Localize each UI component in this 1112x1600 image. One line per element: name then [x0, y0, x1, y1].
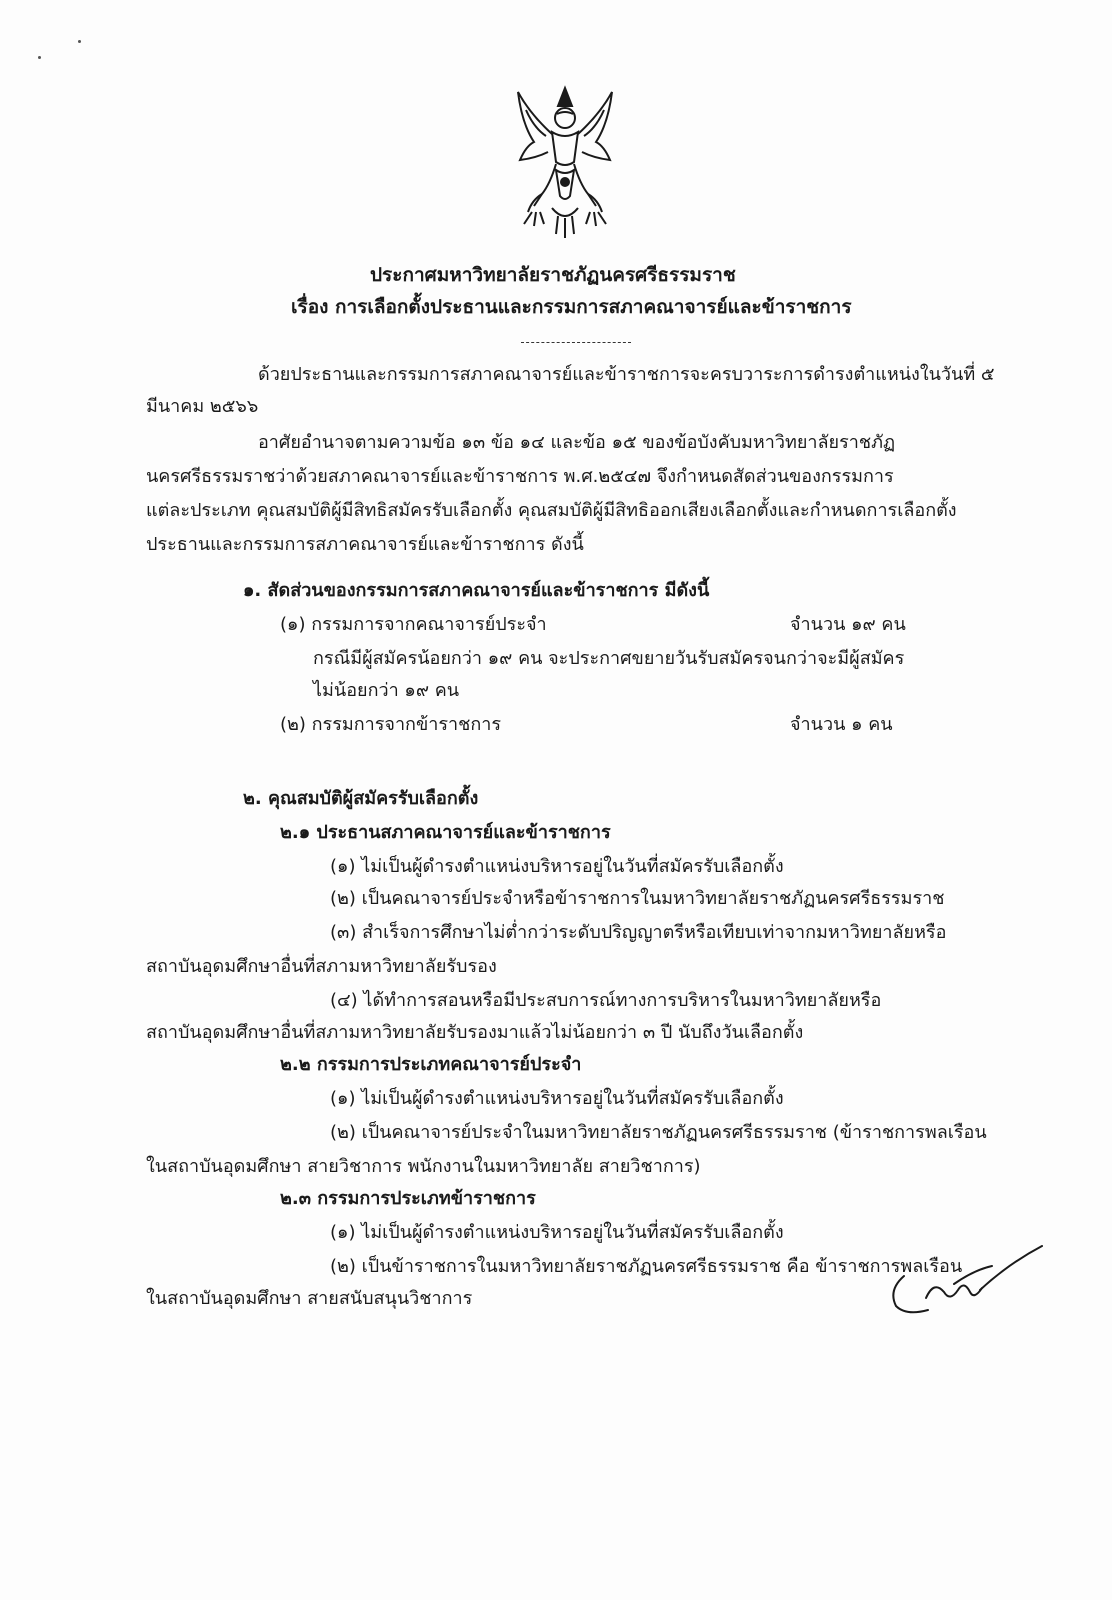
announcement-title: ประกาศมหาวิทยาลัยราชภัฏนครศรีธรรมราช	[370, 264, 736, 286]
subsection-2-1-item: (๓) สำเร็จการศึกษาไม่ต่ำกว่าระดับปริญญาตรีหรือเทียบเท่าจากมหาวิทยาลัยหรือ	[330, 922, 947, 943]
subsection-2-1-item: สถาบันอุดมศึกษาอื่นที่สภามหาวิทยาลัยรับรอง	[146, 956, 497, 977]
section-1-item-1: (๑) กรรมการจากคณาจารย์ประจำ	[280, 614, 547, 635]
signature-mark	[884, 1240, 1054, 1330]
subsection-2-2-item: ในสถาบันอุดมศึกษา สายวิชาการ พนักงานในมหาวิทยาลัย สายวิชาการ)	[146, 1156, 701, 1177]
subsection-2-1-item: สถาบันอุดมศึกษาอื่นที่สภามหาวิทยาลัยรับรองมาแล้วไม่น้อยกว่า ๓ ปี นับถึงวันเลือกตั้ง	[146, 1022, 804, 1043]
preamble-line: ด้วยประธานและกรรมการสภาคณาจารย์และข้าราชการจะครบวาระการดำรงตำแหน่งในวันที่ ๕	[258, 364, 995, 385]
scan-speck	[38, 56, 41, 59]
preamble-line: ประธานและกรรมการสภาคณาจารย์และข้าราชการ ดังนี้	[146, 534, 584, 555]
title-divider	[521, 342, 631, 343]
subsection-2-1-heading: ๒.๑ ประธานสภาคณาจารย์และข้าราชการ	[280, 822, 611, 843]
subsection-2-3-item: (๒) เป็นข้าราชการในมหาวิทยาลัยราชภัฏนครศรีธรรมราช คือ ข้าราชการพลเรือน	[330, 1256, 963, 1277]
scan-speck	[78, 40, 81, 43]
preamble-line: มีนาคม ๒๕๖๖	[146, 396, 259, 417]
section-1-item-2: (๒) กรรมการจากข้าราชการ	[280, 714, 502, 735]
section-1-item-2-count: จำนวน ๑ คน	[790, 714, 893, 735]
subsection-2-3-heading: ๒.๓ กรรมการประเภทข้าราชการ	[280, 1188, 536, 1209]
preamble-line: แต่ละประเภท คุณสมบัติผู้มีสิทธิสมัครรับเลือกตั้ง คุณสมบัติผู้มีสิทธิออกเสียงเลือกตั้งและกำหนดการเลือกตั้ง	[146, 500, 957, 521]
subsection-2-3-item: (๑) ไม่เป็นผู้ดำรงตำแหน่งบริหารอยู่ในวันที่สมัครรับเลือกตั้ง	[330, 1222, 784, 1243]
subsection-2-3-item: ในสถาบันอุดมศึกษา สายสนับสนุนวิชาการ	[146, 1288, 473, 1309]
section-1-item-1-count: จำนวน ๑๙ คน	[790, 614, 906, 635]
preamble-line: นครศรีธรรมราชว่าด้วยสภาคณาจารย์และข้าราชการ พ.ศ.๒๕๔๗ จึงกำหนดสัดส่วนของกรรมการ	[146, 466, 894, 487]
section-1-note: กรณีมีผู้สมัครน้อยกว่า ๑๙ คน จะประกาศขยายวันรับสมัครจนกว่าจะมีผู้สมัคร	[313, 648, 905, 669]
subsection-2-2-heading: ๒.๒ กรรมการประเภทคณาจารย์ประจำ	[280, 1054, 582, 1075]
subsection-2-2-item: (๑) ไม่เป็นผู้ดำรงตำแหน่งบริหารอยู่ในวันที่สมัครรับเลือกตั้ง	[330, 1088, 784, 1109]
subsection-2-2-item: (๒) เป็นคณาจารย์ประจำในมหาวิทยาลัยราชภัฏนครศรีธรรมราช (ข้าราชการพลเรือน	[330, 1122, 987, 1143]
announcement-subject: เรื่อง การเลือกตั้งประธานและกรรมการสภาคณาจารย์และข้าราชการ	[291, 296, 852, 318]
subsection-2-1-item: (๒) เป็นคณาจารย์ประจำหรือข้าราชการในมหาวิทยาลัยราชภัฏนครศรีธรรมราช	[330, 888, 945, 909]
subsection-2-1-item: (๔) ได้ทำการสอนหรือมีประสบการณ์ทางการบริหารในมหาวิทยาลัยหรือ	[330, 990, 882, 1011]
section-1-note: ไม่น้อยกว่า ๑๙ คน	[313, 680, 460, 701]
section-2-heading: ๒. คุณสมบัติผู้สมัครรับเลือกตั้ง	[243, 788, 479, 809]
preamble-line: อาศัยอำนาจตามความข้อ ๑๓ ข้อ ๑๔ และข้อ ๑๕ ของข้อบังคับมหาวิทยาลัยราชภัฏ	[258, 432, 896, 453]
section-1-heading: ๑. สัดส่วนของกรรมการสภาคณาจารย์และข้าราชการ มีดังนี้	[243, 580, 710, 601]
garuda-emblem	[512, 84, 618, 242]
subsection-2-1-item: (๑) ไม่เป็นผู้ดำรงตำแหน่งบริหารอยู่ในวันที่สมัครรับเลือกตั้ง	[330, 856, 784, 877]
